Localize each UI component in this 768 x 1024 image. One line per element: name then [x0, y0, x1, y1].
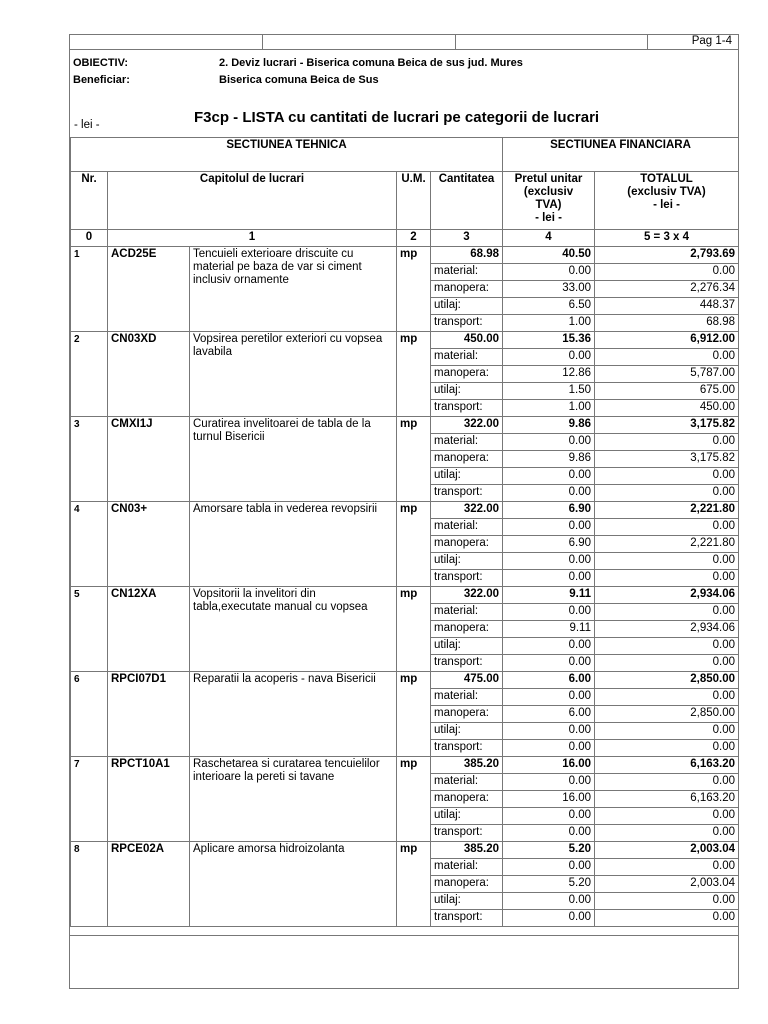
sub-label: material: — [431, 604, 503, 621]
col-total-line: (exclusiv TVA) — [627, 186, 706, 198]
sub-unit-price: 0.00 — [503, 553, 595, 570]
sub-total: 450.00 — [595, 400, 739, 417]
item-unit-price: 6.90 — [503, 502, 595, 519]
item-um: mp — [397, 757, 431, 842]
sub-total: 0.00 — [595, 553, 739, 570]
sub-total: 0.00 — [595, 485, 739, 502]
table-row — [71, 757, 739, 774]
item-um: mp — [397, 332, 431, 417]
sub-label: utilaj: — [431, 638, 503, 655]
item-total: 3,175.82 — [595, 417, 739, 434]
sub-unit-price: 1.00 — [503, 315, 595, 332]
sub-label: utilaj: — [431, 383, 503, 400]
col-price-line: Pretul unitar — [514, 173, 583, 185]
sub-label: material: — [431, 859, 503, 876]
sub-total: 0.00 — [595, 910, 739, 927]
sub-unit-price: 0.00 — [503, 689, 595, 706]
sub-unit-price: 0.00 — [503, 655, 595, 672]
sub-label: material: — [431, 264, 503, 281]
sub-unit-price: 0.00 — [503, 485, 595, 502]
works-table — [70, 137, 739, 927]
item-um: mp — [397, 502, 431, 587]
sub-label: transport: — [431, 825, 503, 842]
sub-total: 0.00 — [595, 655, 739, 672]
sub-label: manopera: — [431, 366, 503, 383]
sub-total: 2,934.06 — [595, 621, 739, 638]
footer-divider — [70, 935, 738, 936]
sub-unit-price: 1.00 — [503, 400, 595, 417]
item-code: CMXI1J — [108, 417, 190, 502]
sub-label: utilaj: — [431, 468, 503, 485]
sub-total: 0.00 — [595, 604, 739, 621]
item-total: 6,912.00 — [595, 332, 739, 349]
col-chapter-header: Capitolul de lucrari — [108, 172, 397, 230]
item-description: Amorsare tabla in vederea revopsirii — [190, 502, 397, 587]
sub-label: material: — [431, 349, 503, 366]
item-total: 2,221.80 — [595, 502, 739, 519]
item-code: RPCI07D1 — [108, 672, 190, 757]
top-grid-cell — [456, 35, 648, 49]
sub-unit-price: 0.00 — [503, 910, 595, 927]
item-nr: 6 — [71, 672, 108, 757]
item-description: Vopsitorii la invelitori din tabla,executate manual cu vopsea — [190, 587, 397, 672]
top-grid-cell — [263, 35, 456, 49]
sub-unit-price: 33.00 — [503, 281, 595, 298]
col-price-line: - lei - — [535, 212, 562, 224]
sub-unit-price: 0.00 — [503, 519, 595, 536]
item-code: CN03+ — [108, 502, 190, 587]
sub-total: 0.00 — [595, 468, 739, 485]
table-row — [71, 417, 739, 434]
sub-total: 448.37 — [595, 298, 739, 315]
sub-unit-price: 0.00 — [503, 859, 595, 876]
sub-unit-price: 0.00 — [503, 604, 595, 621]
section-tech-header: SECTIUNEA TEHNICA — [71, 138, 503, 172]
sub-label: transport: — [431, 570, 503, 587]
col-index: 2 — [397, 230, 431, 247]
sub-total: 0.00 — [595, 808, 739, 825]
item-unit-price: 5.20 — [503, 842, 595, 859]
sub-total: 0.00 — [595, 723, 739, 740]
item-quantity: 322.00 — [431, 417, 503, 434]
item-quantity: 475.00 — [431, 672, 503, 689]
sub-label: material: — [431, 519, 503, 536]
currency-note: - lei - — [74, 119, 100, 131]
sub-label: material: — [431, 434, 503, 451]
item-quantity: 450.00 — [431, 332, 503, 349]
sub-total: 0.00 — [595, 859, 739, 876]
item-code: CN12XA — [108, 587, 190, 672]
sub-label: material: — [431, 689, 503, 706]
document-page — [69, 34, 739, 989]
col-index: 0 — [71, 230, 108, 247]
item-total: 2,934.06 — [595, 587, 739, 604]
sub-unit-price: 0.00 — [503, 825, 595, 842]
sub-label: manopera: — [431, 281, 503, 298]
sub-label: utilaj: — [431, 553, 503, 570]
item-code: CN03XD — [108, 332, 190, 417]
sub-total: 0.00 — [595, 570, 739, 587]
table-row — [71, 587, 739, 604]
col-price-line: (exclusiv — [523, 186, 574, 198]
sub-unit-price: 6.00 — [503, 706, 595, 723]
col-total-line: TOTALUL — [640, 173, 693, 185]
item-um: mp — [397, 247, 431, 332]
sub-unit-price: 0.00 — [503, 349, 595, 366]
sub-unit-price: 0.00 — [503, 723, 595, 740]
sub-unit-price: 0.00 — [503, 740, 595, 757]
items-body — [71, 247, 739, 927]
item-nr: 4 — [71, 502, 108, 587]
item-um: mp — [397, 417, 431, 502]
sub-unit-price: 6.50 — [503, 298, 595, 315]
sub-total: 0.00 — [595, 893, 739, 910]
item-unit-price: 9.86 — [503, 417, 595, 434]
sub-label: transport: — [431, 655, 503, 672]
item-quantity: 68.98 — [431, 247, 503, 264]
sub-total: 68.98 — [595, 315, 739, 332]
item-nr: 2 — [71, 332, 108, 417]
col-price-line: TVA) — [535, 199, 562, 211]
sub-unit-price: 0.00 — [503, 570, 595, 587]
item-description: Curatirea invelitoarei de tabla de la turnul Bisericii — [190, 417, 397, 502]
col-index: 3 — [431, 230, 503, 247]
table-row — [71, 247, 739, 264]
item-quantity: 322.00 — [431, 502, 503, 519]
sub-label: transport: — [431, 740, 503, 757]
item-total: 2,793.69 — [595, 247, 739, 264]
sub-unit-price: 1.50 — [503, 383, 595, 400]
item-code: RPCT10A1 — [108, 757, 190, 842]
sub-label: manopera: — [431, 876, 503, 893]
sub-total: 6,163.20 — [595, 791, 739, 808]
objectiv-value: 2. Deviz lucrari - Biserica comuna Beica de sus jud. Mures — [219, 57, 523, 69]
item-description: Tencuieli exterioare driscuite cu material pe baza de var si ciment inclusiv ornamente — [190, 247, 397, 332]
sub-total: 0.00 — [595, 689, 739, 706]
col-price-header — [503, 172, 595, 230]
item-nr: 3 — [71, 417, 108, 502]
item-nr: 8 — [71, 842, 108, 927]
sub-label: manopera: — [431, 791, 503, 808]
sub-label: manopera: — [431, 451, 503, 468]
sub-total: 2,003.04 — [595, 876, 739, 893]
sub-label: utilaj: — [431, 298, 503, 315]
item-description: Raschetarea si curatarea tencuielilor interioare la pereti si tavane — [190, 757, 397, 842]
col-qty-header: Cantitatea — [431, 172, 503, 230]
item-code: ACD25E — [108, 247, 190, 332]
sub-unit-price: 0.00 — [503, 264, 595, 281]
sub-label: utilaj: — [431, 723, 503, 740]
sub-total: 3,175.82 — [595, 451, 739, 468]
col-nr-header: Nr. — [71, 172, 108, 230]
table-row — [71, 332, 739, 349]
objectiv-label: OBIECTIV: — [73, 57, 129, 69]
sub-label: utilaj: — [431, 893, 503, 910]
sub-label: material: — [431, 774, 503, 791]
item-um: mp — [397, 672, 431, 757]
sub-unit-price: 0.00 — [503, 808, 595, 825]
sub-label: transport: — [431, 315, 503, 332]
col-um-header: U.M. — [397, 172, 431, 230]
sub-unit-price: 9.86 — [503, 451, 595, 468]
item-nr: 7 — [71, 757, 108, 842]
sub-total: 0.00 — [595, 774, 739, 791]
sub-unit-price: 0.00 — [503, 893, 595, 910]
sub-unit-price: 12.86 — [503, 366, 595, 383]
sub-label: manopera: — [431, 536, 503, 553]
sub-total: 0.00 — [595, 519, 739, 536]
item-um: mp — [397, 587, 431, 672]
item-code: RPCE02A — [108, 842, 190, 927]
item-total: 6,163.20 — [595, 757, 739, 774]
item-unit-price: 16.00 — [503, 757, 595, 774]
item-description: Vopsirea peretilor exteriori cu vopsea lavabila — [190, 332, 397, 417]
sub-total: 0.00 — [595, 638, 739, 655]
beneficiar-value: Biserica comuna Beica de Sus — [219, 74, 379, 86]
table-row — [71, 502, 739, 519]
item-unit-price: 15.36 — [503, 332, 595, 349]
item-quantity: 385.20 — [431, 757, 503, 774]
item-um: mp — [397, 842, 431, 927]
item-description: Aplicare amorsa hidroizolanta — [190, 842, 397, 927]
sub-total: 2,221.80 — [595, 536, 739, 553]
sub-total: 675.00 — [595, 383, 739, 400]
page-number: Pag 1-4 — [691, 35, 732, 47]
sub-label: transport: — [431, 485, 503, 502]
sub-unit-price: 9.11 — [503, 621, 595, 638]
table-row — [71, 842, 739, 859]
sub-label: manopera: — [431, 706, 503, 723]
col-total-header — [595, 172, 739, 230]
item-total: 2,003.04 — [595, 842, 739, 859]
col-index: 5 = 3 x 4 — [595, 230, 739, 247]
sub-unit-price: 6.90 — [503, 536, 595, 553]
sub-total: 0.00 — [595, 825, 739, 842]
item-nr: 5 — [71, 587, 108, 672]
sub-total: 2,850.00 — [595, 706, 739, 723]
item-quantity: 385.20 — [431, 842, 503, 859]
item-total: 2,850.00 — [595, 672, 739, 689]
sub-unit-price: 16.00 — [503, 791, 595, 808]
sub-unit-price: 5.20 — [503, 876, 595, 893]
sub-unit-price: 0.00 — [503, 638, 595, 655]
sub-total: 0.00 — [595, 349, 739, 366]
sub-total: 0.00 — [595, 740, 739, 757]
item-nr: 1 — [71, 247, 108, 332]
sub-total: 5,787.00 — [595, 366, 739, 383]
sub-total: 0.00 — [595, 434, 739, 451]
sub-label: transport: — [431, 910, 503, 927]
item-description: Reparatii la acoperis - nava Bisericii — [190, 672, 397, 757]
sub-unit-price: 0.00 — [503, 468, 595, 485]
col-total-line: - lei - — [653, 199, 680, 211]
sub-total: 0.00 — [595, 264, 739, 281]
item-unit-price: 40.50 — [503, 247, 595, 264]
section-fin-header: SECTIUNEA FINANCIARA — [503, 138, 739, 172]
top-grid — [70, 35, 738, 50]
sub-label: manopera: — [431, 621, 503, 638]
col-index: 4 — [503, 230, 595, 247]
top-grid-cell — [70, 35, 263, 49]
item-quantity: 322.00 — [431, 587, 503, 604]
sub-label: transport: — [431, 400, 503, 417]
sub-unit-price: 0.00 — [503, 774, 595, 791]
page-title: F3cp - LISTA cu cantitati de lucrari pe categorii de lucrari — [194, 109, 600, 126]
col-index: 1 — [108, 230, 397, 247]
table-row — [71, 672, 739, 689]
item-unit-price: 9.11 — [503, 587, 595, 604]
sub-total: 2,276.34 — [595, 281, 739, 298]
sub-label: utilaj: — [431, 808, 503, 825]
beneficiar-label: Beneficiar: — [73, 74, 130, 86]
item-unit-price: 6.00 — [503, 672, 595, 689]
sub-unit-price: 0.00 — [503, 434, 595, 451]
